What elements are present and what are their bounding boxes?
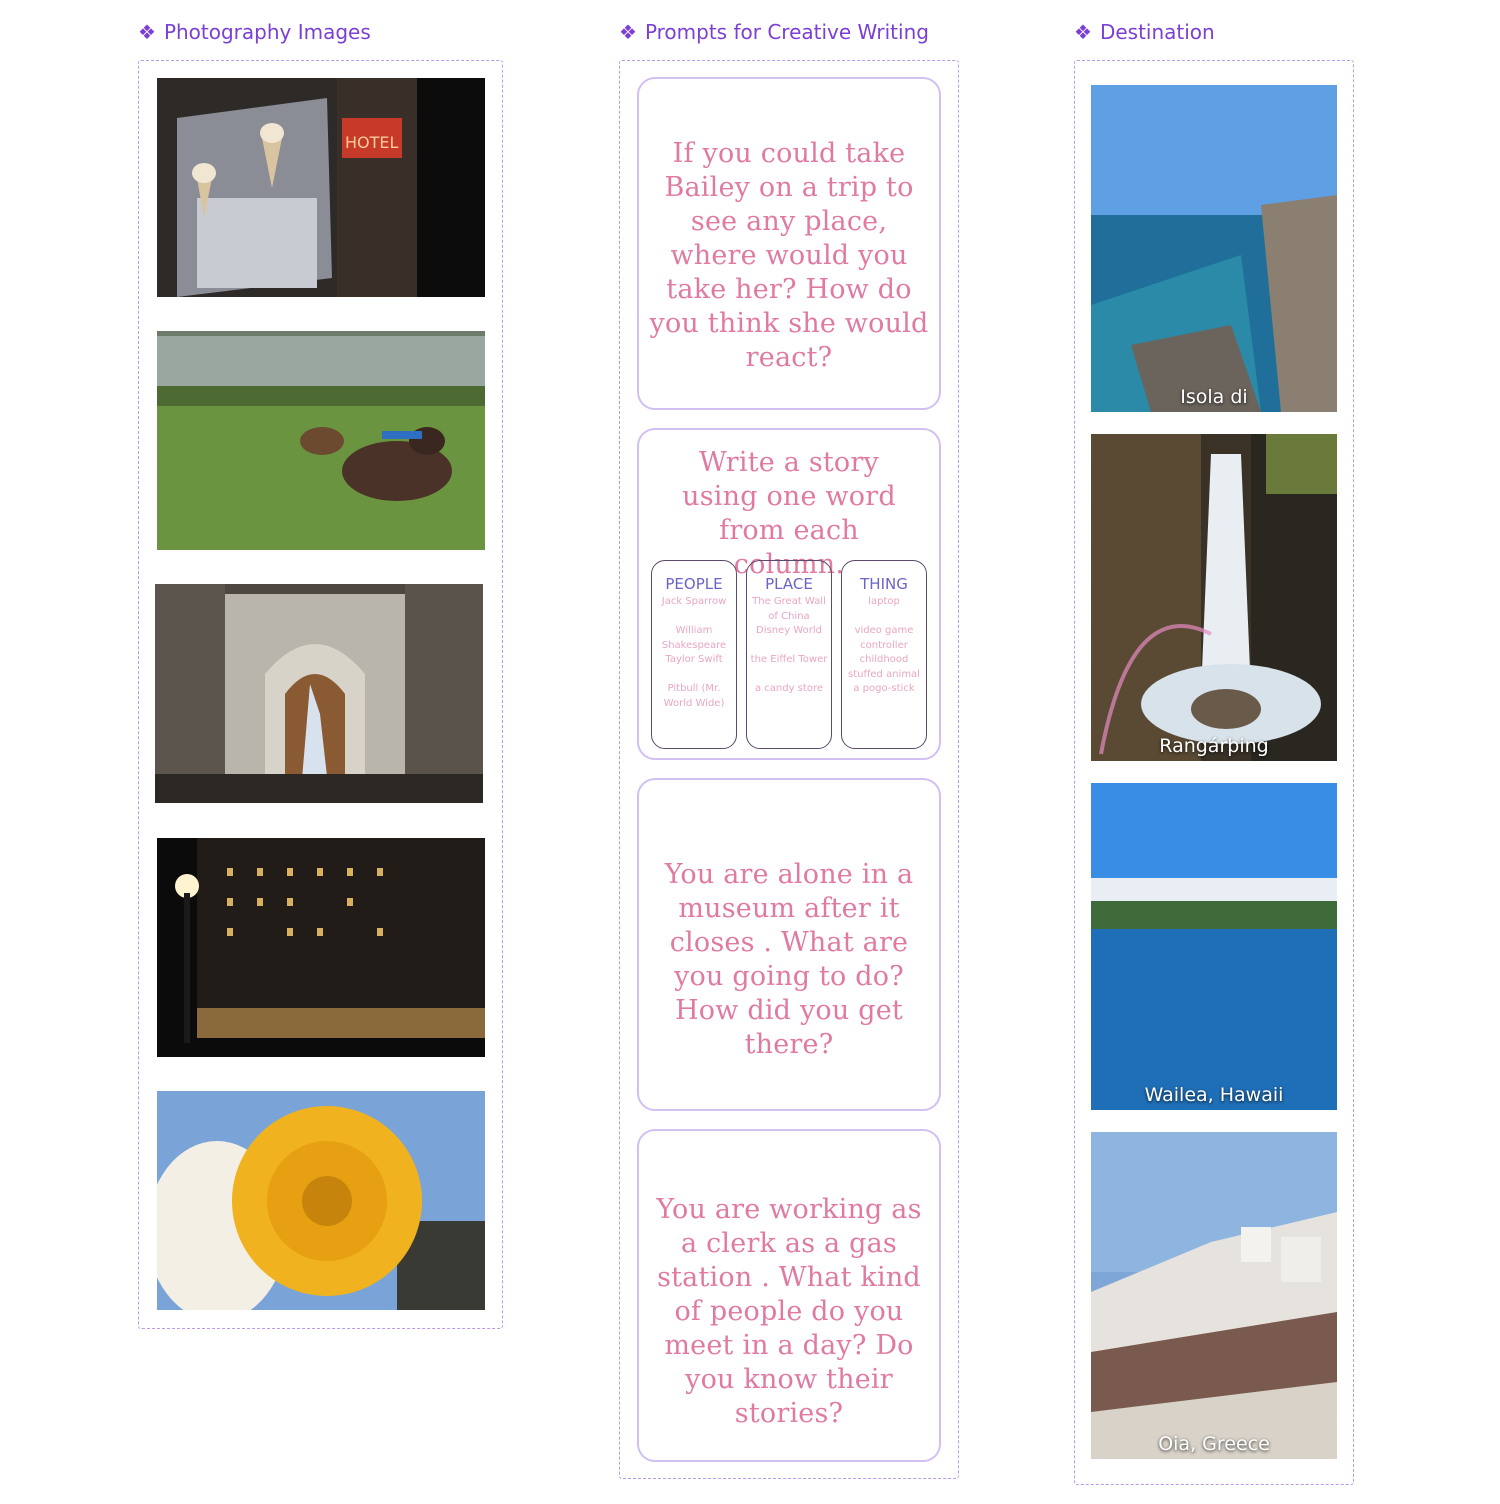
prompt-card-museum: [637, 778, 941, 1111]
prompt-text: Write a story using one word from each column.: [682, 447, 896, 580]
column-item: Taylor Swift: [665, 654, 723, 665]
ice-cream-parlor-photo[interactable]: [157, 78, 485, 297]
column-header: THING: [860, 575, 908, 593]
dogs-on-lawn-photo[interactable]: [157, 331, 485, 550]
prompts-title-text: Prompts for Creative Writing: [644, 20, 929, 44]
column-item: childhood stuffed animal: [848, 654, 920, 680]
coastal-fortress-photo[interactable]: [1091, 85, 1337, 412]
column-item: The Great Wall of China: [752, 596, 826, 622]
prompt-text: If you could take Bailey on a trip to see any place, where would you take her? How do you think she would react?: [649, 138, 929, 373]
column-item: a candy store: [754, 683, 823, 694]
gothic-doorway-fountain-photo[interactable]: [155, 584, 483, 803]
hotel-at-night-photo[interactable]: [157, 838, 485, 1057]
column-item: Disney World: [756, 625, 822, 636]
column-item: the Eiffel Tower: [750, 654, 828, 665]
diamond-icon: ❖: [1074, 20, 1092, 44]
photo-caption: Oia, Greece: [1158, 1433, 1270, 1455]
svg-text:HOTEL: HOTEL: [345, 133, 399, 152]
photography-section-title: [138, 18, 371, 46]
photo-caption: Rangárþing: [1159, 735, 1269, 757]
photo-caption: Isola di: [1180, 386, 1248, 408]
cliffside-village-photo[interactable]: [1091, 1132, 1337, 1459]
prompts-section-title: [619, 18, 929, 46]
photography-title-text: Photography Images: [163, 20, 371, 44]
place-column: [746, 560, 832, 749]
prompt-card-trip: [637, 77, 941, 410]
diamond-icon: ❖: [619, 20, 637, 44]
column-header: PEOPLE: [665, 575, 723, 593]
column-header: PLACE: [765, 575, 813, 593]
column-item: laptop: [868, 596, 900, 607]
column-item: Jack Sparrow: [661, 596, 727, 607]
prompt-text: You are alone in a museum after it closes . What are you going to do? How did you get there?: [664, 859, 914, 1060]
destination-section-title: [1074, 18, 1215, 46]
prompt-card-story-columns: [637, 428, 941, 760]
photo-caption: Wailea, Hawaii: [1144, 1084, 1284, 1106]
column-item: video game controller: [854, 625, 914, 651]
diamond-icon: ❖: [138, 20, 156, 44]
people-column: [651, 560, 737, 749]
yellow-flower-photo[interactable]: [157, 1091, 485, 1310]
destination-title-text: Destination: [1099, 20, 1215, 44]
prompt-card-gas-station: [637, 1129, 941, 1462]
prompt-text: You are working as a clerk as a gas station . What kind of people do you meet in a day? Do you know their stories?: [656, 1194, 922, 1429]
column-item: a pogo-stick: [853, 683, 915, 694]
column-item: Pitbull (Mr. World Wide): [663, 683, 725, 709]
waterfall-rainbow-photo[interactable]: [1091, 434, 1337, 761]
thing-column: [841, 560, 927, 749]
column-item: William Shakespeare: [661, 625, 727, 651]
ocean-shoreline-photo[interactable]: [1091, 783, 1337, 1110]
